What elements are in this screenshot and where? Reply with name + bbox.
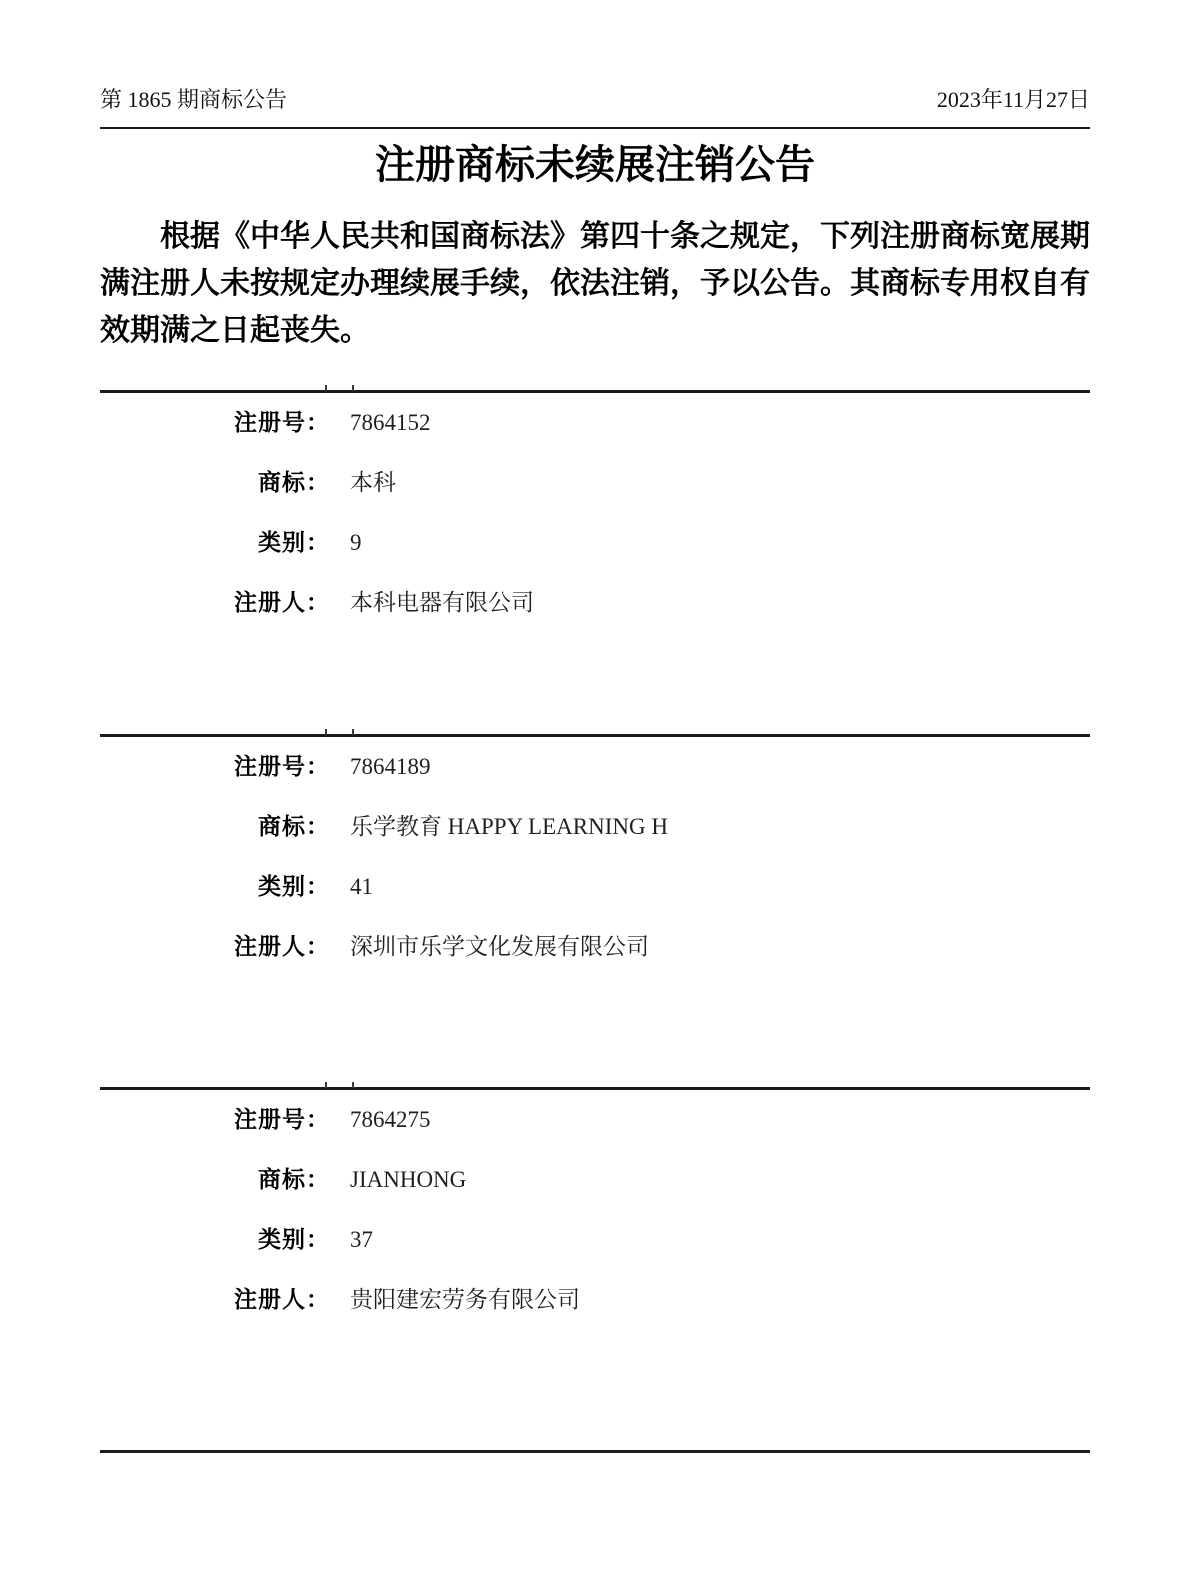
reg-no-value: 7864275 [350, 1107, 431, 1132]
trademark-value: 本科 [350, 470, 396, 495]
registrant-label: 注册人： [234, 590, 330, 615]
record-field-row [100, 410, 1090, 470]
category-value: 37 [350, 1227, 373, 1252]
record-field-row [100, 1167, 1090, 1227]
record-field-row [100, 1287, 1090, 1347]
category-value: 41 [350, 874, 373, 899]
trademark-value: 乐学教育 HAPPY LEARNING H [350, 814, 668, 839]
registrant-value: 本科电器有限公司 [350, 590, 534, 615]
record-field-row [100, 754, 1090, 814]
trademark-record [100, 390, 1090, 734]
intro-paragraph: 根据《中华人民共和国商标法》第四十条之规定，下列注册商标宽展期满注册人未按规定办理续展手续，依法注销，予以公告。其商标专用权自有效期满之日起丧失。 [100, 220, 1090, 347]
reg-no-value: 7864152 [350, 410, 431, 435]
record-field-row [100, 1107, 1090, 1167]
trademark-label: 商标： [258, 814, 330, 839]
trademark-record [100, 734, 1090, 1087]
gazette-date: 2023年11月27日 [936, 87, 1090, 112]
trademark-value: JIANHONG [350, 1167, 467, 1192]
reg-no-label: 注册号： [234, 754, 330, 779]
record-field-row [100, 590, 1090, 650]
record-list [100, 390, 1090, 1453]
category-label: 类别： [258, 530, 330, 555]
category-value: 9 [350, 530, 362, 555]
record-field-row [100, 814, 1090, 874]
bottom-divider [100, 1450, 1090, 1453]
trademark-label: 商标： [258, 1167, 330, 1192]
reg-no-value: 7864189 [350, 754, 431, 779]
gazette-issue-label: 第 1865 期商标公告 [100, 87, 288, 112]
category-label: 类别： [258, 874, 330, 899]
registrant-value: 贵阳建宏劳务有限公司 [350, 1287, 580, 1312]
record-field-row [100, 470, 1090, 530]
record-field-row [100, 1227, 1090, 1287]
trademark-label: 商标： [258, 470, 330, 495]
reg-no-label: 注册号： [234, 410, 330, 435]
record-field-row [100, 874, 1090, 934]
record-field-row [100, 530, 1090, 590]
registrant-label: 注册人： [234, 934, 330, 959]
registrant-value: 深圳市乐学文化发展有限公司 [350, 934, 649, 959]
reg-no-label: 注册号： [234, 1107, 330, 1132]
trademark-record [100, 1087, 1090, 1450]
page-header [100, 0, 1090, 129]
page-title: 注册商标未续展注销公告 [375, 142, 815, 187]
record-field-row [100, 934, 1090, 994]
category-label: 类别： [258, 1227, 330, 1252]
registrant-label: 注册人： [234, 1287, 330, 1312]
